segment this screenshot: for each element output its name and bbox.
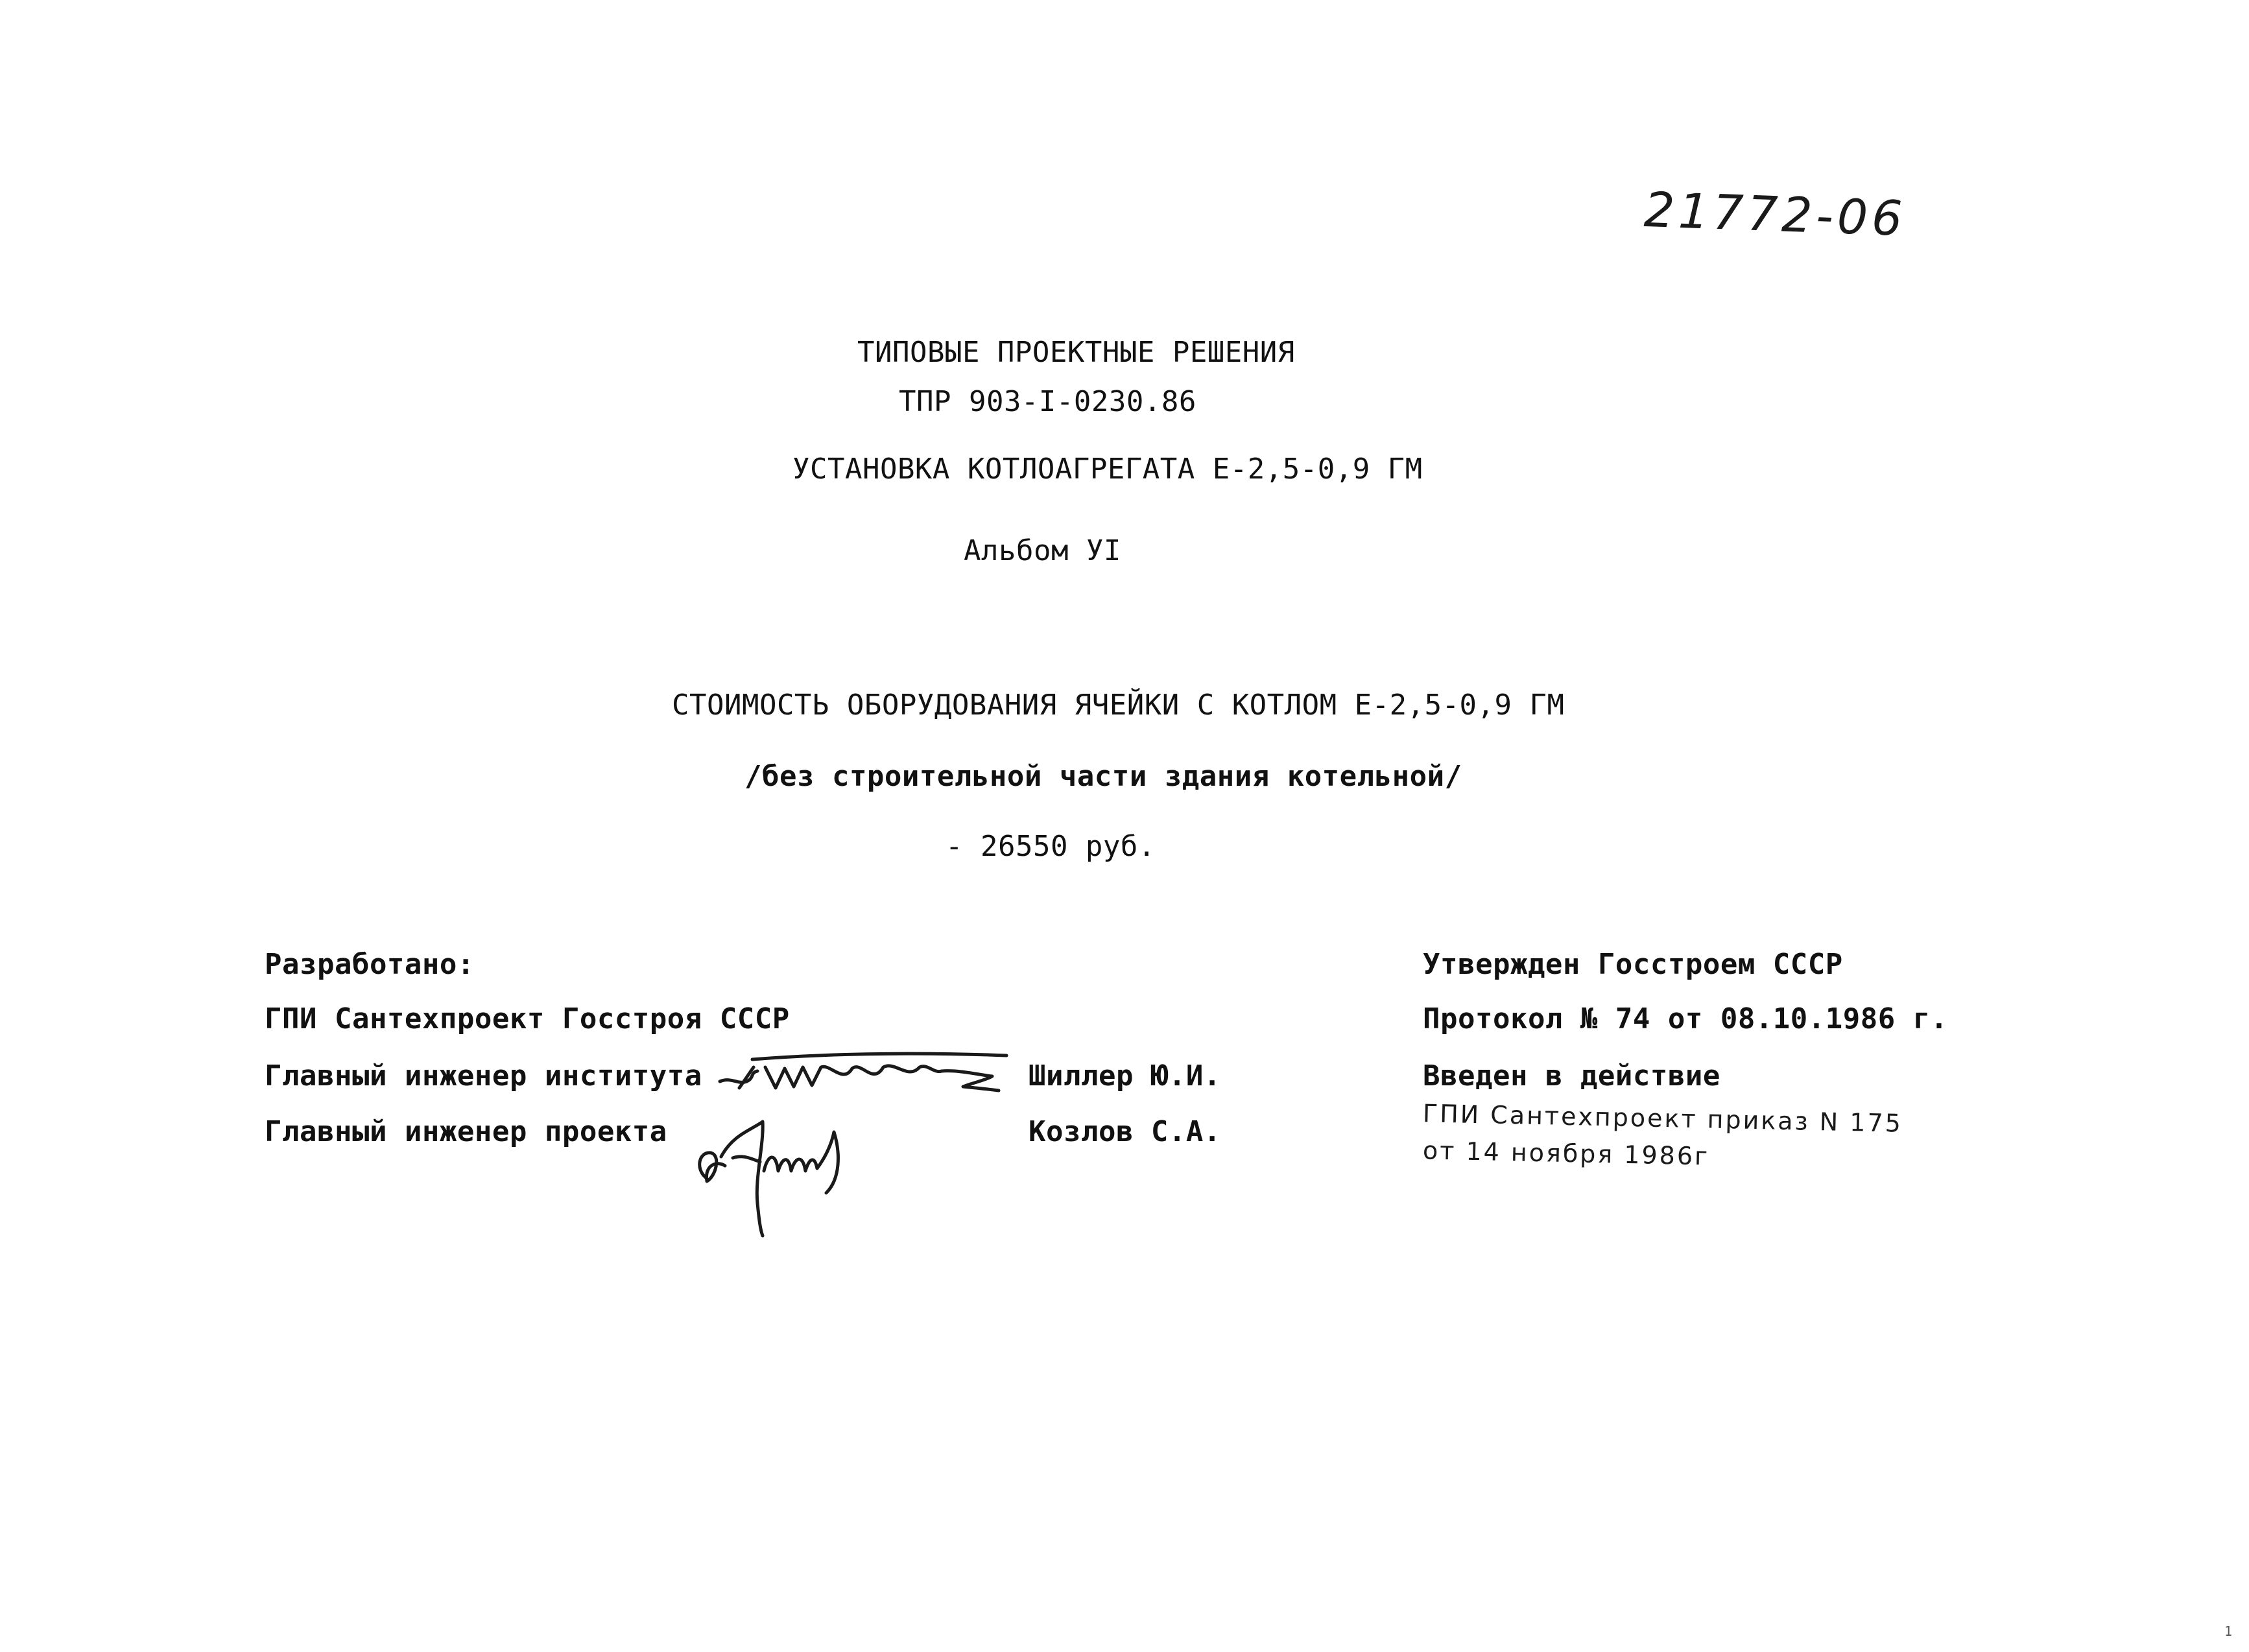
series-title: ТИПОВЫЕ ПРОЕКТНЫЕ РЕШЕНИЯ	[857, 336, 1295, 369]
document-code: ТПР 903-I-0230.86	[899, 385, 1196, 418]
chief-engineer-institute-label: Главный инженер института	[265, 1059, 702, 1092]
cost-title: СТОИМОСТЬ ОБОРУДОВАНИЯ ЯЧЕЙКИ С КОТЛОМ Е-2,5-0,9 ГМ	[672, 689, 1565, 722]
cost-note: /без строительной части здания котельной/	[744, 760, 1462, 793]
subject-title: УСТАНОВКА КОТЛОАГРЕГАТА Е-2,5-0,9 ГМ	[792, 453, 1423, 486]
chief-engineer-project-name: Козлов С.А.	[1029, 1115, 1221, 1148]
album-label: Альбом УI	[964, 534, 1121, 567]
chief-engineer-institute-name: Шиллер Ю.И.	[1029, 1059, 1221, 1092]
effective-label: Введен в действие	[1423, 1059, 1720, 1092]
cost-amount: - 26550 руб.	[946, 830, 1156, 863]
document-number: 21772-06	[1643, 182, 1907, 248]
developer-organization: ГПИ Сантехпроект Госстроя СССР	[265, 1002, 790, 1035]
effective-date: от 14 ноября 1986г	[1422, 1136, 1710, 1171]
approved-by: Утвержден Госстроем СССР	[1423, 948, 1843, 981]
signature-project	[687, 1106, 863, 1242]
signature-institute	[713, 1048, 1018, 1106]
page-mark: 1	[2224, 1623, 2233, 1639]
chief-engineer-project-label: Главный инженер проекта	[265, 1115, 667, 1148]
developed-label: Разработано:	[265, 948, 475, 981]
effective-order: ГПИ Сантехпроект приказ N 175	[1422, 1099, 1903, 1138]
approval-protocol: Протокол № 74 от 08.10.1986 г.	[1423, 1002, 1948, 1035]
